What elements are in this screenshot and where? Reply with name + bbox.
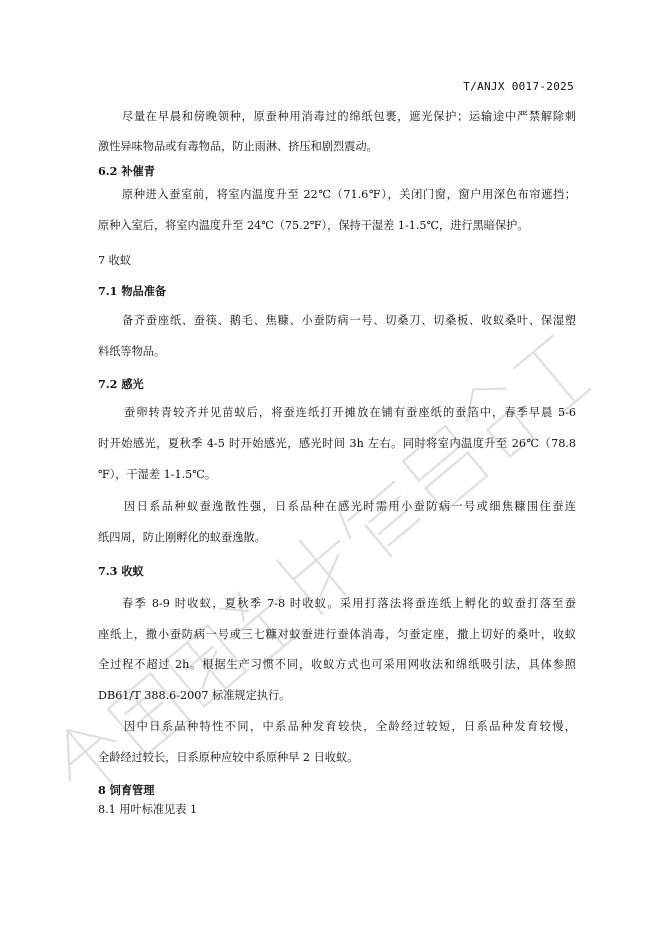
document-code: T/ANJX 0017-2025 <box>463 80 574 93</box>
section-heading-7-1: 7.1 物品准备 <box>98 284 167 298</box>
paragraph-line: 座纸上，撒小蚕防病一号或三七糠对蚁蚕进行蚕体消毒，匀蚕定座，撒上切好的桑叶，收蚁 <box>98 628 576 641</box>
paragraph-line: 因中日系品种特性不同，中系品种发育较快，全龄经过较短，日系品种发育较慢， <box>124 720 576 733</box>
paragraph-line: ℉），干湿差 1-1.5℃。 <box>98 468 217 481</box>
paragraph-line: 全过程不超过 2h。根据生产习惯不同，收蚁方式也可采用网收法和绵纸吸引法，具体参照 <box>98 658 576 671</box>
paragraph-line: 尽量在早晨和傍晚领种，原蚕种用消毒过的绵纸包裹，遮光保护；运输途中严禁解除刺 <box>122 110 576 123</box>
paragraph-line: 全龄经过较长，日系原种应较中系原种早 2 日收蚁。 <box>98 751 359 764</box>
paragraph-line: 春季 8-9 时收蚁，夏秋季 7-8 时收蚁。采用打落法将蚕连纸上孵化的蚁蚕打落至蚕 <box>122 597 576 610</box>
section-heading-7: 7 收蚁 <box>98 254 132 267</box>
paragraph-line: 8.1 用叶标准见表 1 <box>98 803 198 816</box>
paragraph-line: 蚕卵转青较齐并见苗蚁后，将蚕连纸打开摊放在铺有蚕座纸的蚕箔中，春季早晨 5-6 <box>124 406 576 419</box>
section-heading-6-2: 6.2 补催青 <box>98 164 155 178</box>
paragraph-line: 备齐蚕座纸、蚕筷、鹅毛、焦糠、小蚕防病一号、切桑刀、切桑板、收蚁桑叶、保湿塑 <box>122 314 576 327</box>
paragraph-line: 时开始感光，夏秋季 4-5 时开始感光，感光时间 3h 左右。同时将室内温度升至 26℃（78.8 <box>98 437 576 450</box>
paragraph-line: 因日系品种蚁蚕逸散性强，日系品种在感光时需用小蚕防病一号或细焦糠围住蚕连 <box>124 500 576 513</box>
section-heading-7-2: 7.2 感光 <box>98 377 144 391</box>
paragraph-line: 纸四周，防止刚孵化的蚁蚕逸散。 <box>98 531 266 544</box>
section-heading-8: 8 饲育管理 <box>98 783 155 797</box>
paragraph-line: 激性异味物品或有毒物品，防止雨淋、挤压和剧烈震动。 <box>98 140 378 153</box>
paragraph-line: DB61/T 388.6-2007 标准规定执行。 <box>98 689 291 702</box>
paragraph-line: 原种入室后，将室内温度升至 24℃（75.2℉），保持干湿差 1-1.5℃，进行黑暗保护。 <box>98 219 529 232</box>
paragraph-line: 料纸等物品。 <box>98 345 166 358</box>
section-heading-7-3: 7.3 收蚁 <box>98 564 144 578</box>
paragraph-line: 原种进入蚕室前，将室内温度升至 22℃（71.6℉），关闭门窗，窗户用深色布帘遮挡； <box>122 188 576 201</box>
